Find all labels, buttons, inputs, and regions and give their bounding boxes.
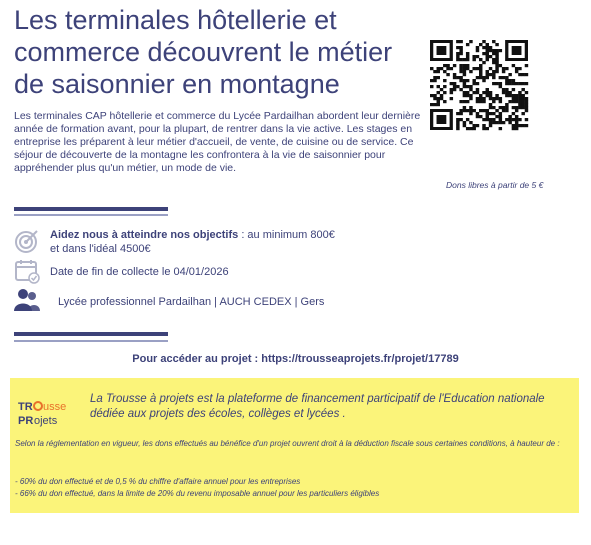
- project-link[interactable]: Pour accéder au projet : https://trousseaprojets.fr/projet/17789: [132, 353, 459, 365]
- qr-code[interactable]: [430, 40, 528, 130]
- target-icon: [14, 228, 40, 254]
- school-text: Lycée professionnel Pardailhan | AUCH CEDEX | Gers: [58, 296, 325, 308]
- donation-note: Dons libres à partir de 5 €: [446, 180, 544, 190]
- svg-text:TR: TR: [18, 401, 33, 413]
- divider-bottom: [14, 332, 168, 336]
- school-row: [14, 287, 324, 313]
- svg-text:usse: usse: [43, 401, 67, 413]
- end-date-row: [14, 258, 229, 284]
- tax-point-individuals: - 66% du don effectué, dans la limite de 20% du revenu imposable annuel pour les particuliers éligibles: [15, 489, 380, 498]
- divider-top-thin: [14, 214, 168, 216]
- users-icon: [14, 287, 40, 313]
- page-title: Les terminales hôtellerie et commerce découvrent le métier de saisonnier en montagne: [14, 5, 393, 99]
- end-date-text: Date de fin de collecte le 04/01/2026: [50, 266, 229, 278]
- objectives-line2: et dans l'idéal 4500€: [50, 243, 151, 255]
- svg-text:ojets: ojets: [34, 415, 58, 427]
- objectives-bold: Aidez nous à atteindre nos objectifs: [50, 229, 239, 241]
- tax-point-companies: - 60% du don effectué et de 0,5 % du chiffre d'affaire annuel pour les entreprises: [15, 477, 301, 486]
- tax-legal-text: Selon la réglementation en vigueur, les dons effectués au bénéfice d'un projet ouvrent droit à la déduction fiscale sous certaines conditions, à hauteur de :: [15, 439, 560, 448]
- svg-text:PR: PR: [18, 415, 34, 427]
- divider-top: [14, 207, 168, 211]
- divider-bottom-thin: [14, 340, 168, 342]
- platform-description: La Trousse à projets est la plateforme de financement participatif de l'Education nationale dédiée aux projets des écoles, collèges et lycées .: [90, 393, 545, 420]
- trousse-a-projets-logo: [16, 394, 67, 432]
- objectives-line1: : au minimum 800€: [238, 229, 335, 241]
- project-description: Les terminales CAP hôtellerie et commerce du Lycée Pardailhan abordent leur dernière année de formation avant, pour la plupart, de rentrer dans la vie active. Les stages en entreprise les préparent à leur métier d'accueil, de vente, de cuisine ou de service. Ce séjour de découverte de la montagne les confrontera à la vie de saisonnier pour appréhender plus qu'un métier, un mode de vie.: [14, 110, 421, 174]
- objectives-row: [14, 228, 335, 256]
- calendar-icon: [14, 258, 40, 284]
- platform-box: [10, 378, 579, 513]
